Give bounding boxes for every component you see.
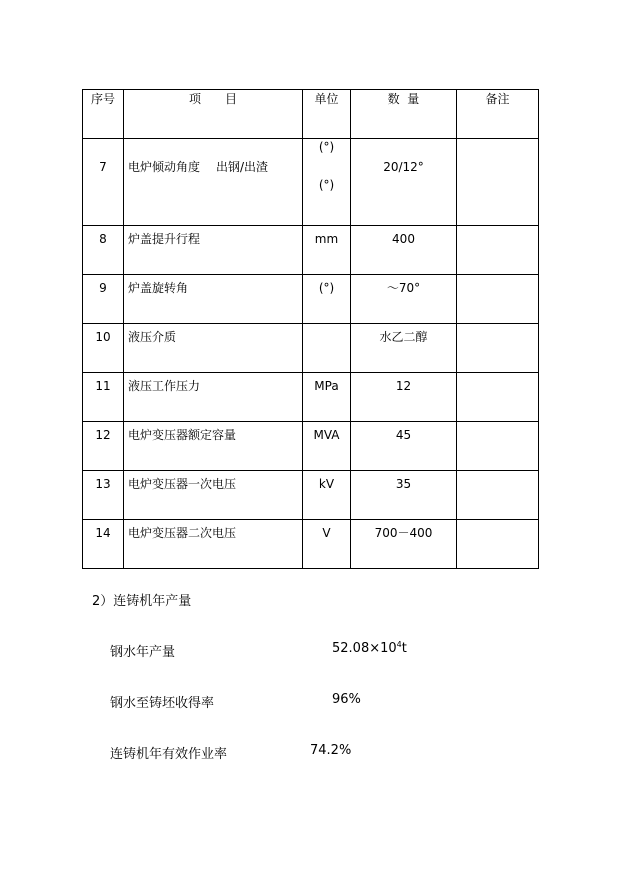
header-index: 序号 xyxy=(83,90,124,139)
row-item: 电炉变压器二次电压 xyxy=(124,520,303,569)
row-quantity: 水乙二醇 xyxy=(351,324,457,373)
row-quantity: ～70° xyxy=(351,275,457,324)
row-unit xyxy=(303,324,351,373)
table-row xyxy=(83,139,539,226)
table-row xyxy=(83,471,539,520)
table-header-row xyxy=(83,90,539,139)
row-unit: (°) xyxy=(303,275,351,324)
header-unit: 单位 xyxy=(303,90,351,139)
header-item: 项 目 xyxy=(124,90,303,139)
row-quantity: 45 xyxy=(351,422,457,471)
table-row xyxy=(83,324,539,373)
table-row xyxy=(83,226,539,275)
equipment-spec-table xyxy=(82,89,539,569)
row-item: 炉盖旋转角 xyxy=(124,275,303,324)
item-value: $52.08\times 10^4t$ xyxy=(332,640,407,656)
row-note xyxy=(457,373,539,422)
item-value: 96% xyxy=(332,692,361,707)
row-item: 炉盖提升行程 xyxy=(124,226,303,275)
row-index: 11 xyxy=(83,373,124,422)
row-quantity: 12 xyxy=(351,373,457,422)
row-index: 14 xyxy=(83,520,124,569)
row-unit: kV xyxy=(303,471,351,520)
row-unit: MPa xyxy=(303,373,351,422)
row-index: 13 xyxy=(83,471,124,520)
section-title: 2）连铸机年产量 xyxy=(92,594,192,609)
row-index: 7 xyxy=(83,139,124,226)
item-label: 钢水年产量 xyxy=(110,645,176,660)
row-index: 9 xyxy=(83,275,124,324)
row-unit: MVA xyxy=(303,422,351,471)
table-row xyxy=(83,275,539,324)
row-item: 液压工作压力 xyxy=(124,373,303,422)
row-index: 8 xyxy=(83,226,124,275)
row-item: 液压介质 xyxy=(124,324,303,373)
row-note xyxy=(457,422,539,471)
row-unit: mm xyxy=(303,226,351,275)
row-quantity: 35 xyxy=(351,471,457,520)
item-label: 钢水至铸坯收得率 xyxy=(110,696,215,711)
header-quantity: 数 量 xyxy=(351,90,457,139)
table-row xyxy=(83,373,539,422)
row-note xyxy=(457,139,539,226)
row-item: 电炉变压器一次电压 xyxy=(124,471,303,520)
row-note xyxy=(457,226,539,275)
row-quantity: 20/12° xyxy=(351,139,457,226)
row-index: 10 xyxy=(83,324,124,373)
row-quantity: 700－400 xyxy=(351,520,457,569)
row-unit: (°) (°) xyxy=(303,139,351,226)
item-value: 74.2% xyxy=(310,743,352,758)
table-row xyxy=(83,422,539,471)
row-note xyxy=(457,324,539,373)
item-label: 连铸机年有效作业率 xyxy=(110,747,228,762)
row-item: 电炉变压器额定容量 xyxy=(124,422,303,471)
header-note: 备注 xyxy=(457,90,539,139)
row-note xyxy=(457,275,539,324)
row-index: 12 xyxy=(83,422,124,471)
row-note xyxy=(457,471,539,520)
row-note xyxy=(457,520,539,569)
row-quantity: 400 xyxy=(351,226,457,275)
table-row xyxy=(83,520,539,569)
row-item: 电炉倾动角度 出钢/出渣 xyxy=(124,139,303,226)
row-unit: V xyxy=(303,520,351,569)
